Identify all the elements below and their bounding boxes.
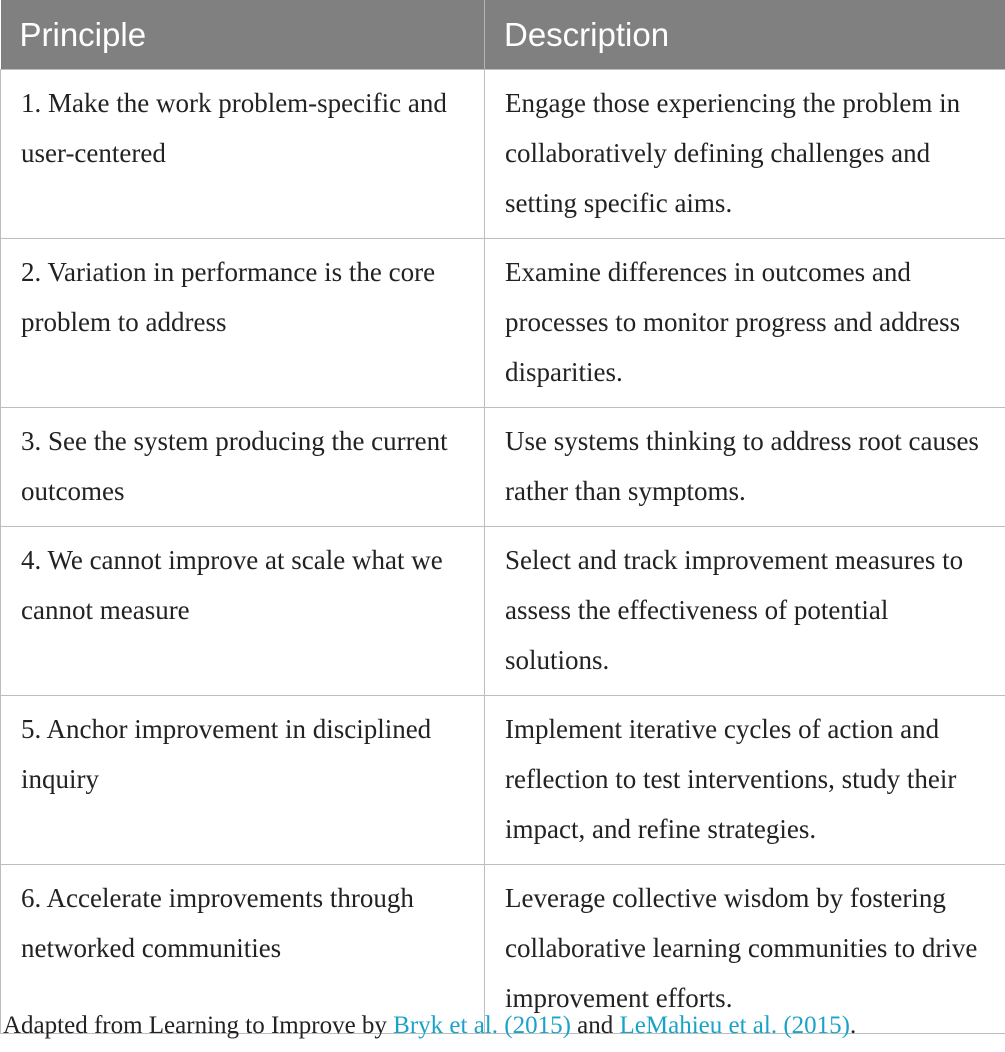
description-cell: Examine differences in outcomes and processes to monitor progress and address disparities.	[485, 238, 1005, 407]
footnote-suffix: .	[849, 1012, 857, 1039]
table-header-row	[1, 0, 1005, 69]
table-row	[1, 69, 1005, 238]
header-principle: Principle	[1, 0, 485, 69]
table-row	[1, 238, 1005, 407]
principle-cell: 3. See the system producing the current outcomes	[1, 407, 485, 526]
footnote-prefix: Adapted from Learning to Improve by	[3, 1012, 394, 1039]
footnote-middle: and	[570, 1012, 620, 1039]
table-row	[1, 695, 1005, 864]
table-row	[1, 407, 1005, 526]
description-cell: Implement iterative cycles of action and reflection to test interventions, study their impact, and refine strategies.	[485, 695, 1005, 864]
principle-cell: 6. Accelerate improvements through networked communities	[1, 864, 485, 1033]
citation-link-lemahieu[interactable]: LeMahieu et al. (2015)	[619, 1012, 850, 1039]
principle-cell: 2. Variation in performance is the core problem to address	[1, 238, 485, 407]
principle-cell: 1. Make the work problem-specific and user-centered	[1, 69, 485, 238]
description-cell: Engage those experiencing the problem in collaboratively defining challenges and setting specific aims.	[485, 69, 1005, 238]
table-row	[1, 526, 1005, 695]
header-description: Description	[485, 0, 1005, 69]
description-cell: Use systems thinking to address root causes rather than symptoms.	[485, 407, 1005, 526]
principle-cell: 4. We cannot improve at scale what we cannot measure	[1, 526, 485, 695]
citation-link-bryk[interactable]: Bryk et al. (2015)	[393, 1012, 571, 1039]
principle-cell: 5. Anchor improvement in disciplined inquiry	[1, 695, 485, 864]
description-cell: Leverage collective wisdom by fostering collaborative learning communities to drive improvement efforts.	[485, 864, 1005, 1033]
table-footnote	[3, 1006, 856, 1046]
description-cell: Select and track improvement measures to assess the effectiveness of potential solutions.	[485, 526, 1005, 695]
